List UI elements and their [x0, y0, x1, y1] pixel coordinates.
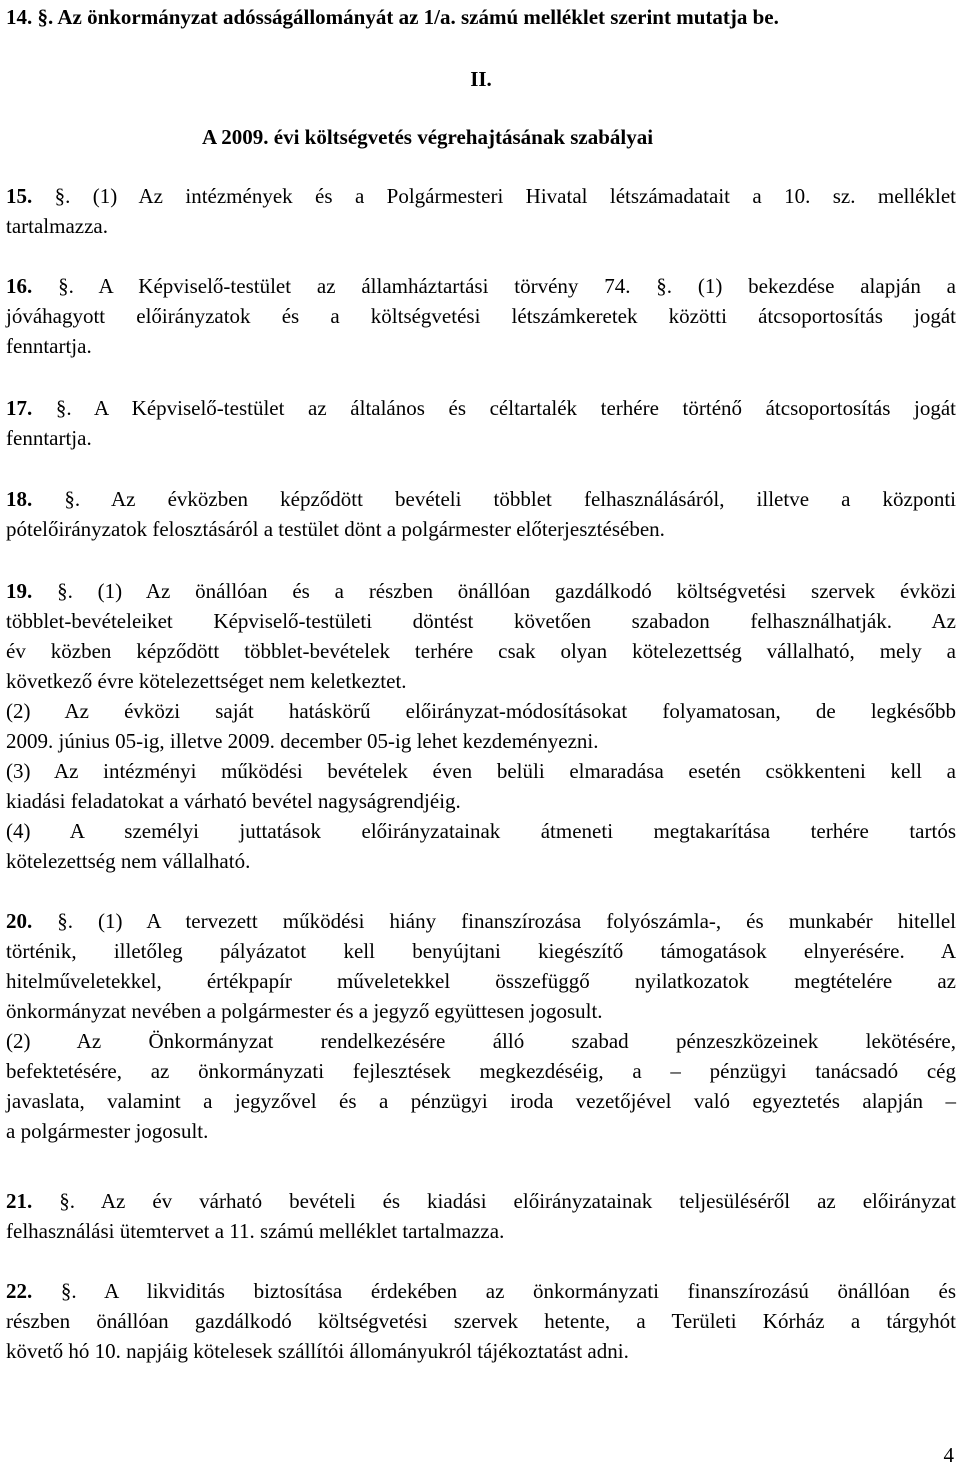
paragraph-line: javaslata, valamint a jegyzővel és a pénzügyi iroda vezetőjével való egyeztetés alapján – [6, 1089, 956, 1113]
paragraph-line: jóváhagyott előirányzatok és a költségvetési létszámkeretek közötti átcsoportosítás jogát [6, 304, 956, 328]
paragraph-22 [6, 1276, 956, 1366]
paragraph-text: §. A Képviselő-testület az általános és céltartalék terhére történő átcsoportosítás jogát [55, 396, 957, 420]
paragraph-line: hitelműveletekkel, értékpapír műveletekkel összefüggő nyilatkozatok megtételére az [6, 969, 956, 993]
paragraph-line: (3) Az intézményi működési bevételek éven belüli elmaradása esetén csökkenteni kell a [6, 759, 956, 783]
paragraph-line: történik, illetőleg pályázatot kell benyújtani kiegészítő támogatások elnyerésére. A [6, 939, 956, 963]
paragraph-line: pótelőirányzatok felosztásáról a testület dönt a polgármester előterjesztésében. [6, 517, 665, 541]
paragraph-line [6, 271, 956, 301]
paragraph-line: követő hó 10. napjáig kötelesek szállítói állományukról tájékoztatást adni. [6, 1339, 629, 1363]
paragraph-line [6, 393, 956, 423]
paragraph-line: (4) A személyi juttatások előirányzatainak átmeneti megtakarítása terhére tartós [6, 819, 956, 843]
paragraph-line: felhasználási ütemtervet a 11. számú melléklet tartalmazza. [6, 1219, 505, 1243]
paragraph-15 [6, 181, 956, 241]
paragraph-line: részben önállóan gazdálkodó költségvetési szervek hetente, a Területi Kórház a tárgyhót [6, 1309, 956, 1333]
paragraph-line [6, 484, 956, 514]
paragraph-20 [6, 906, 956, 1146]
paragraph-line [6, 576, 956, 606]
paragraph-number: 18. [6, 487, 33, 511]
paragraph-text: §. Az év várható bevételi és kiadási előirányzatainak teljesüléséről az előirányzat [59, 1189, 957, 1213]
paragraph-text: §. A likviditás biztosítása érdekében az önkormányzati finanszírozású önállóan és [60, 1279, 957, 1303]
paragraph-text: §. (1) A tervezett működési hiány finanszírozása folyószámla-, és munkabér hitellel [57, 909, 957, 933]
paragraph-21 [6, 1186, 956, 1246]
paragraph-text: §. (1) Az intézmények és a Polgármesteri Hivatal létszámadatait a 10. sz. melléklet [54, 184, 956, 208]
page-number: 4 [943, 1443, 954, 1467]
paragraph-number: 21. [6, 1189, 33, 1213]
paragraph-line: kiadási feladatokat a várható bevétel nagyságrendjéig. [6, 789, 461, 813]
paragraph-line: fenntartja. [6, 426, 92, 450]
paragraph-number: 17. [6, 396, 33, 420]
paragraph-number: 20. [6, 909, 33, 933]
paragraph-14 [6, 2, 779, 32]
paragraph-line [6, 181, 956, 211]
paragraph-line: következő évre kötelezettséget nem keletkeztet. [6, 669, 407, 693]
paragraph-line: befektetésére, az önkormányzati fejlesztések megkezdéséig, a – pénzügyi tanácsadó cég [6, 1059, 956, 1083]
paragraph-line [6, 906, 956, 936]
paragraph-number: 14. [6, 5, 33, 29]
paragraph-text: §. (1) Az önállóan és a részben önállóan gazdálkodó költségvetési szervek évközi [57, 579, 956, 603]
section-roman-numeral: II. [470, 67, 492, 91]
paragraph-17 [6, 393, 956, 453]
paragraph-line [6, 1276, 956, 1306]
paragraph-number: 19. [6, 579, 33, 603]
section-title: A 2009. évi költségvetés végrehajtásának szabályai [202, 125, 654, 149]
paragraph-number: 22. [6, 1279, 33, 1303]
paragraph-text: §. Az évközben képződött bevételi többlet felhasználásáról, illetve a központi [64, 487, 957, 511]
paragraph-line: tartalmazza. [6, 214, 109, 238]
paragraph-line: kötelezettség nem vállalható. [6, 849, 251, 873]
paragraph-line: (2) Az évközi saját hatáskörű előirányzat-módosításokat folyamatosan, de legkésőbb [6, 699, 956, 723]
paragraph-line: év közben képződött többlet-bevételek terhére csak olyan kötelezettség vállalható, mely a [6, 639, 956, 663]
paragraph-line [6, 1186, 956, 1216]
paragraph-line: önkormányzat nevében a polgármester és a jegyző együttesen jogosult. [6, 999, 603, 1023]
paragraph-line: többlet-bevételeiket Képviselő-testületi döntést követően szabadon felhasználhatják. Az [6, 609, 956, 633]
paragraph-line: (2) Az Önkormányzat rendelkezésére álló szabad pénzeszközeinek lekötésére, [6, 1029, 956, 1053]
paragraph-number: 15. [6, 184, 33, 208]
paragraph-number: 16. [6, 274, 33, 298]
paragraph-19 [6, 576, 956, 876]
paragraph-line: fenntartja. [6, 334, 92, 358]
paragraph-16 [6, 271, 956, 361]
paragraph-line: a polgármester jogosult. [6, 1119, 209, 1143]
paragraph-line: 2009. június 05-ig, illetve 2009. december 05-ig lehet kezdeményezni. [6, 729, 599, 753]
paragraph-text: §. A Képviselő-testület az államháztartási törvény 74. §. (1) bekezdése alapján a [58, 274, 956, 298]
paragraph-text: §. Az önkormányzat adósságállományát az 1/a. számú melléklet szerint mutatja be. [37, 5, 779, 29]
paragraph-18 [6, 484, 956, 544]
